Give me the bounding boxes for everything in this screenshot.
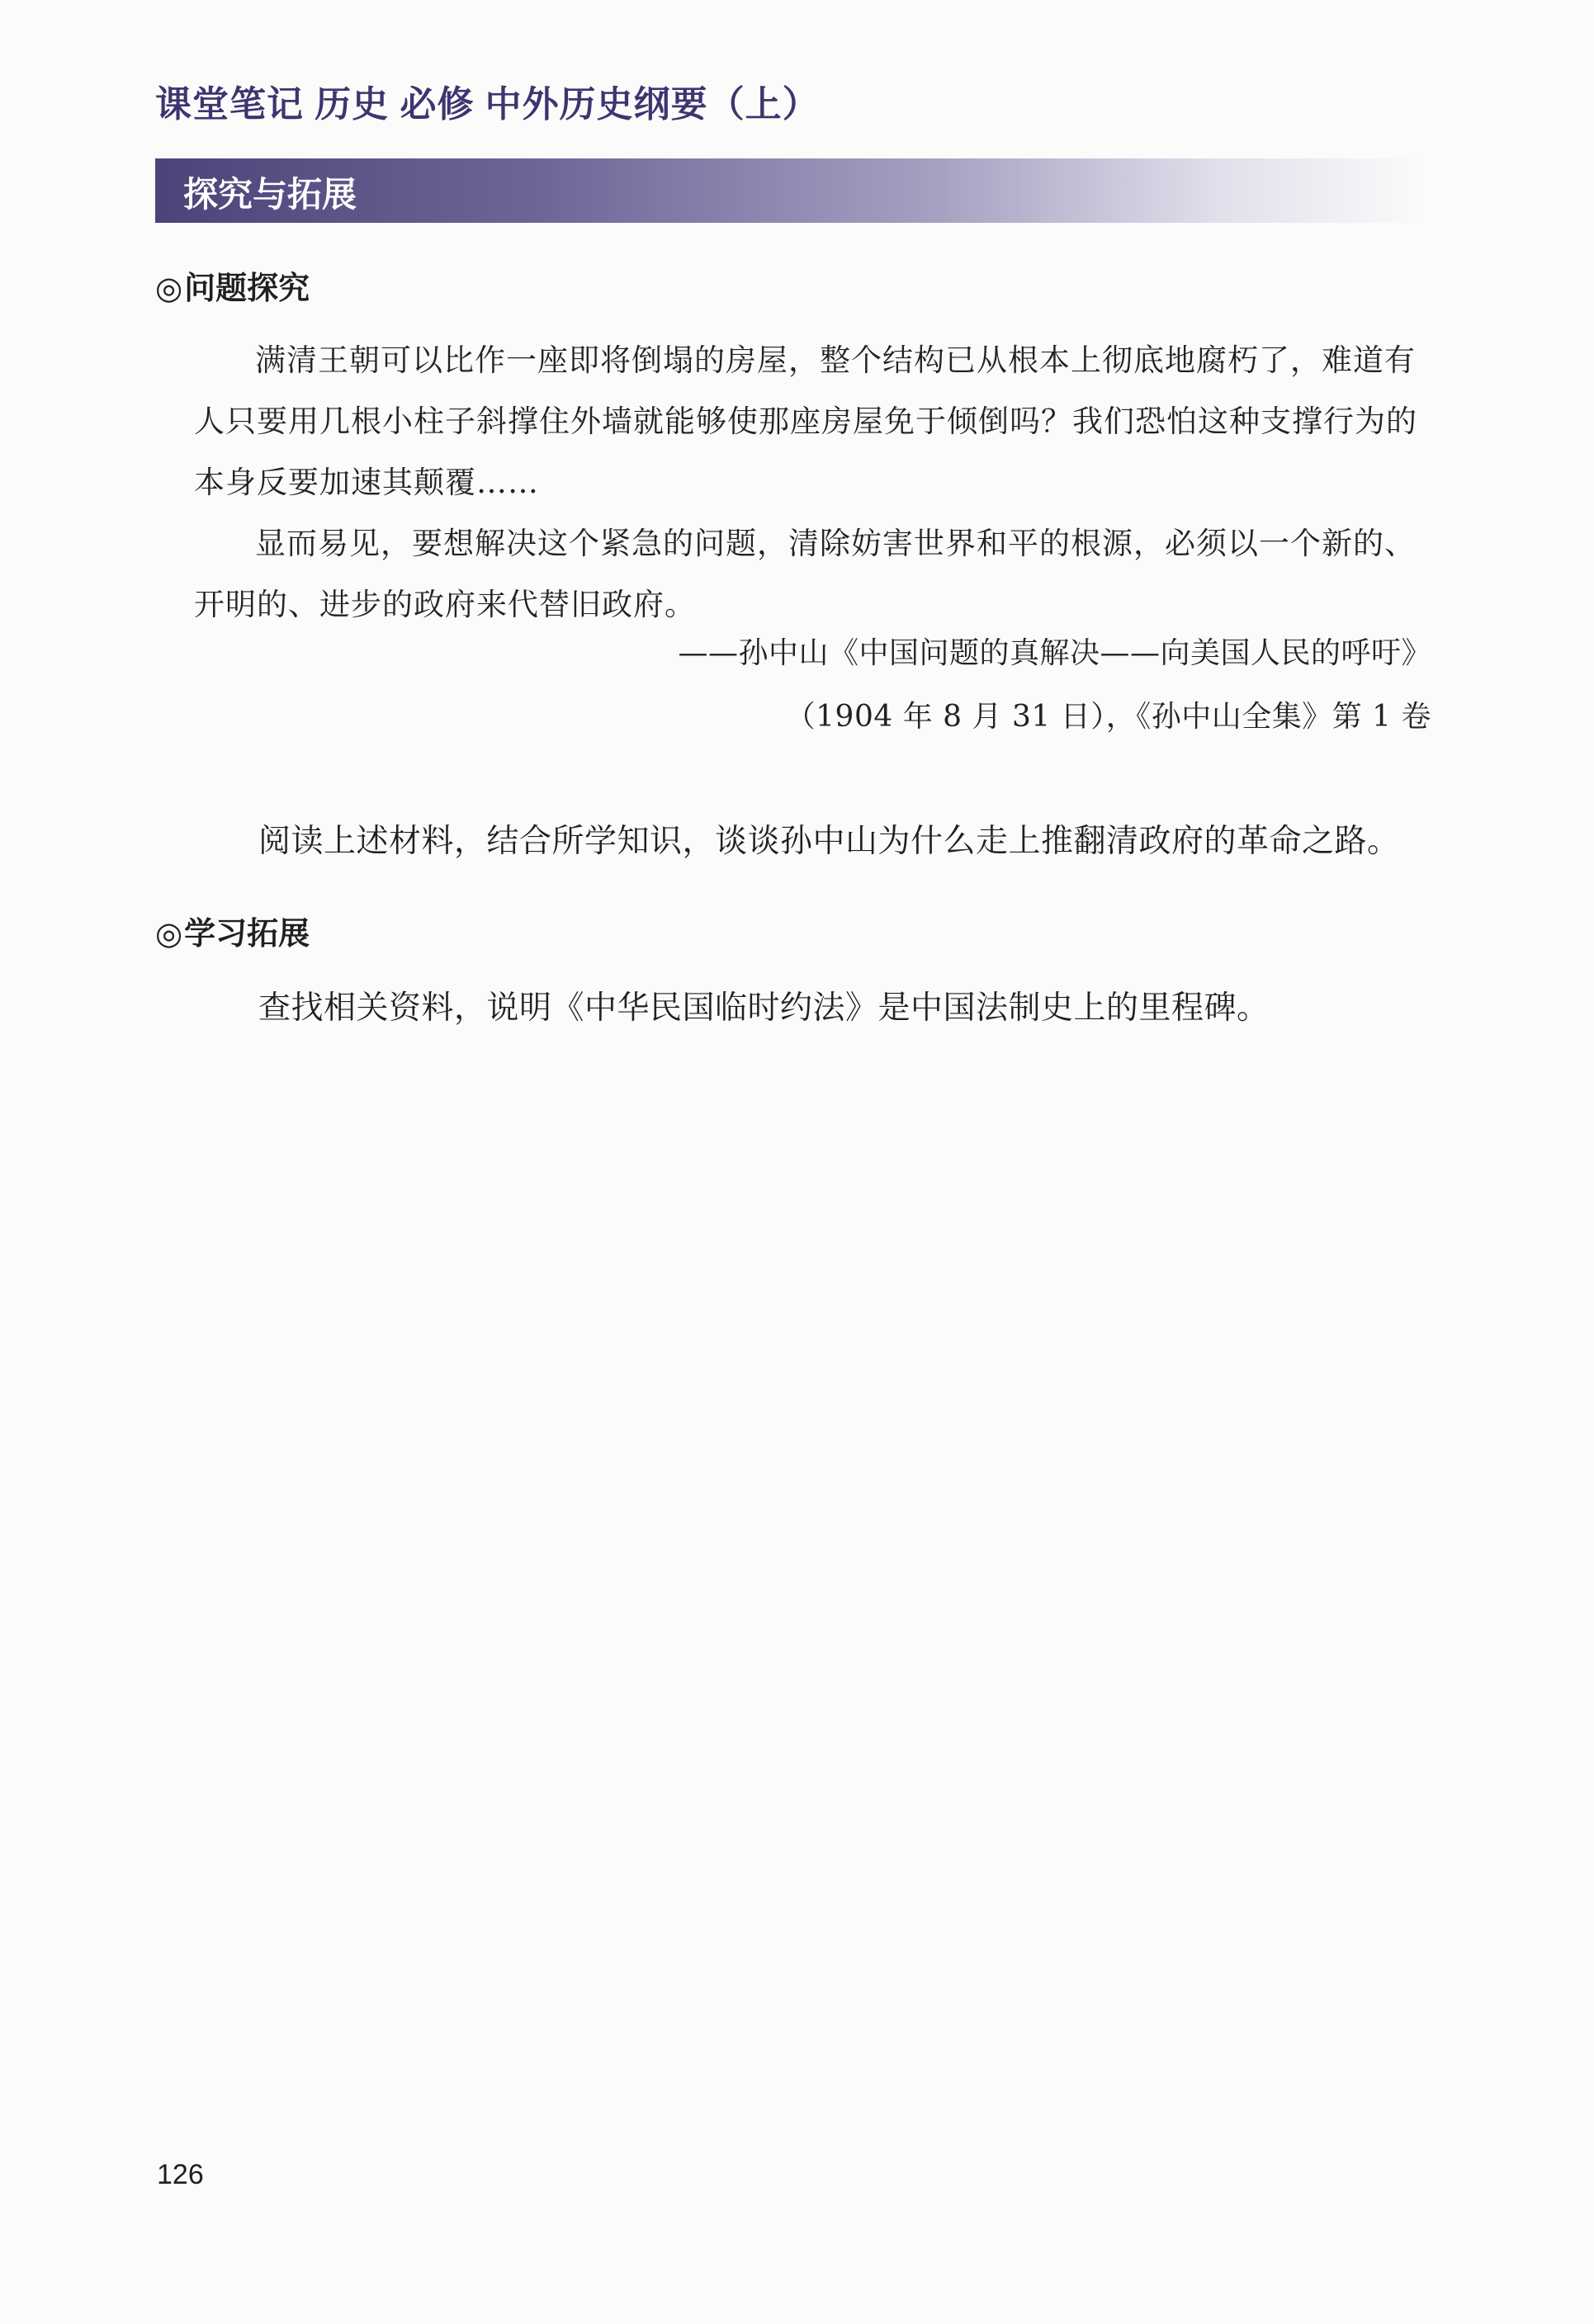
quote-source-line-1: ——孙中山《中国问题的真解决——向美国人民的呼吁》 bbox=[678, 636, 1431, 670]
subhead-study-extension bbox=[155, 908, 310, 953]
quote-paragraph-2: 显而易见，要想解决这个紧急的问题，清除妨害世界和平的根源，必须以一个新的、开明的、进步的政府来代替旧政府。 bbox=[194, 526, 1416, 622]
quote-source-line-2: （1904 年 8 月 31 日），《孙中山全集》第 1 卷 bbox=[785, 700, 1431, 734]
double-circle-bullet-icon: ◎ bbox=[155, 272, 183, 306]
subhead-problem-inquiry bbox=[155, 262, 310, 308]
quote-paragraph-1: 满清王朝可以比作一座即将倒塌的房屋，整个结构已从根本上彻底地腐朽了，难道有人只要用几根小柱子斜撑住外墙就能够使那座房屋免于倾倒吗？我们恐怕这种支撑行为的本身反要加速其颠覆…… bbox=[194, 342, 1417, 500]
page-number: 126 bbox=[157, 2159, 204, 2190]
double-circle-bullet-icon: ◎ bbox=[155, 917, 183, 952]
extension-prompt: 查找相关资料，说明《中华民国临时约法》是中国法制史上的里程碑。 bbox=[258, 990, 1270, 1026]
quoted-material bbox=[194, 330, 1432, 635]
question-prompt: 阅读上述材料，结合所学知识，谈谈孙中山为什么走上推翻清政府的革命之路。 bbox=[258, 824, 1400, 859]
section-title: 探究与拓展 bbox=[183, 175, 357, 214]
running-head-title: 课堂笔记 历史 必修 中外历史纲要（上） bbox=[155, 84, 820, 125]
section-banner bbox=[155, 158, 1426, 223]
subhead-study-extension-label: 学习拓展 bbox=[184, 917, 310, 952]
subhead-problem-inquiry-label: 问题探究 bbox=[184, 272, 310, 306]
